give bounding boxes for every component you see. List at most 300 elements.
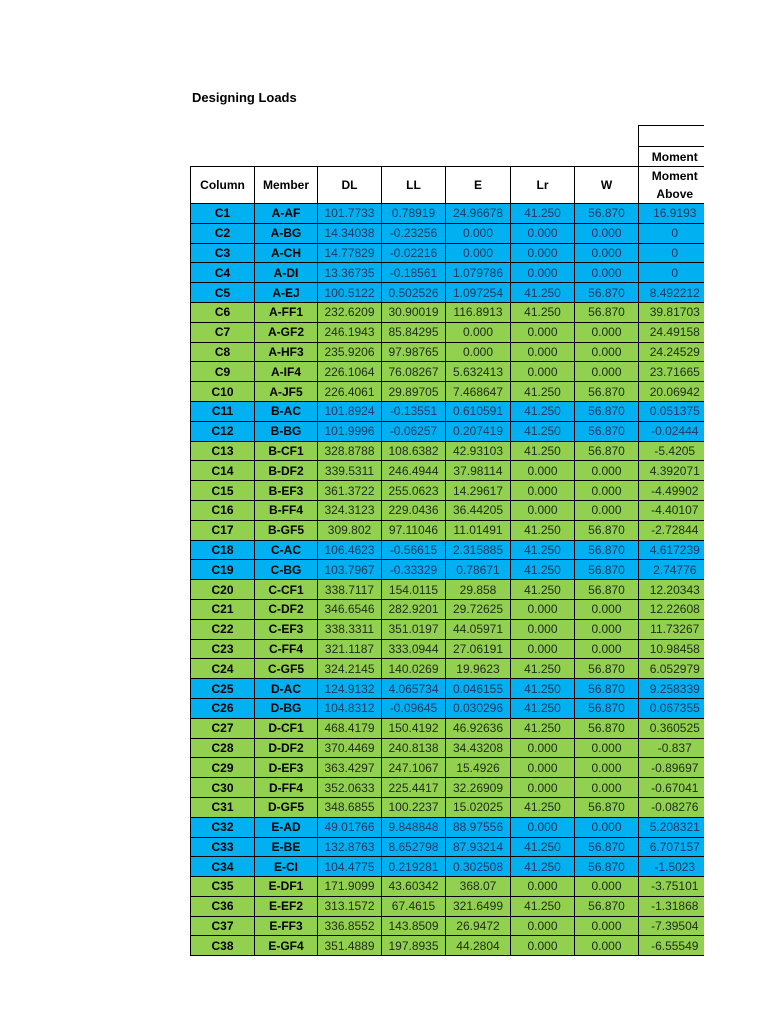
ll-cell: 282.9201 (382, 599, 446, 619)
column-id-cell: C20 (191, 580, 255, 600)
moment-above-cell: 4.617239 (639, 540, 704, 560)
e-cell: 26.9472 (446, 916, 511, 936)
w-cell: 56.870 (575, 698, 639, 718)
member-cell: E-AD (255, 817, 318, 837)
lr-cell: 41.250 (511, 659, 575, 679)
dl-cell: 309.802 (318, 520, 382, 540)
e-cell: 32.26909 (446, 778, 511, 798)
w-cell: 0.000 (575, 877, 639, 897)
dl-cell: 336.8552 (318, 916, 382, 936)
dl-cell: 352.0633 (318, 778, 382, 798)
moment-above-cell: 11.73267 (639, 619, 704, 639)
table-row (191, 382, 705, 402)
member-cell: A-EJ (255, 283, 318, 303)
header-ll: LL (382, 167, 446, 204)
member-cell: E-BE (255, 837, 318, 857)
ll-cell: -0.13551 (382, 401, 446, 421)
moment-above-cell: -0.837 (639, 738, 704, 758)
w-cell: 0.000 (575, 936, 639, 956)
lr-cell: 41.250 (511, 896, 575, 916)
ll-cell: 30.90019 (382, 302, 446, 322)
e-cell: 24.96678 (446, 204, 511, 224)
lr-cell: 41.250 (511, 540, 575, 560)
member-cell: D-FF4 (255, 778, 318, 798)
e-cell: 2.315885 (446, 540, 511, 560)
dl-cell: 321.1187 (318, 639, 382, 659)
w-cell: 0.000 (575, 639, 639, 659)
w-cell: 56.870 (575, 283, 639, 303)
loads-table (190, 125, 704, 956)
member-cell: B-EF3 (255, 481, 318, 501)
table-row (191, 560, 705, 580)
moment-above-cell: 23.71665 (639, 362, 704, 382)
moment-above-cell: 12.22608 (639, 599, 704, 619)
w-cell: 0.000 (575, 322, 639, 342)
table-row (191, 778, 705, 798)
w-cell: 0.000 (575, 758, 639, 778)
member-cell: C-AC (255, 540, 318, 560)
w-cell: 56.870 (575, 797, 639, 817)
dl-cell: 124.9132 (318, 679, 382, 699)
column-id-cell: C36 (191, 896, 255, 916)
member-cell: A-JF5 (255, 382, 318, 402)
e-cell: 27.06191 (446, 639, 511, 659)
moment-above-cell: 0.360525 (639, 718, 704, 738)
column-id-cell: C21 (191, 599, 255, 619)
e-cell: 46.92636 (446, 718, 511, 738)
column-id-cell: C34 (191, 857, 255, 877)
member-cell: A-HF3 (255, 342, 318, 362)
ll-cell: 197.8935 (382, 936, 446, 956)
w-cell: 0.000 (575, 243, 639, 263)
moment-above-cell: -4.49902 (639, 481, 704, 501)
ll-cell: 229.0436 (382, 500, 446, 520)
column-id-cell: C30 (191, 778, 255, 798)
lr-cell: 0.000 (511, 639, 575, 659)
column-id-cell: C18 (191, 540, 255, 560)
moment-above-cell: 16.9193 (639, 204, 704, 224)
lr-cell: 0.000 (511, 778, 575, 798)
moment-above-cell: 24.49158 (639, 322, 704, 342)
moment-above-cell: 24.24529 (639, 342, 704, 362)
column-id-cell: C33 (191, 837, 255, 857)
ll-cell: 67.4615 (382, 896, 446, 916)
column-id-cell: C1 (191, 204, 255, 224)
w-cell: 56.870 (575, 837, 639, 857)
table-row (191, 896, 705, 916)
ll-cell: -0.18561 (382, 263, 446, 283)
member-cell: B-GF5 (255, 520, 318, 540)
moment-above-cell: -2.72844 (639, 520, 704, 540)
lr-cell: 0.000 (511, 500, 575, 520)
moment-above-cell: 0.067355 (639, 698, 704, 718)
w-cell: 56.870 (575, 382, 639, 402)
e-cell: 321.6499 (446, 896, 511, 916)
table-row (191, 401, 705, 421)
member-cell: B-FF4 (255, 500, 318, 520)
e-cell: 44.2804 (446, 936, 511, 956)
ll-cell: 143.8509 (382, 916, 446, 936)
table-row (191, 738, 705, 758)
member-cell: C-BG (255, 560, 318, 580)
column-id-cell: C37 (191, 916, 255, 936)
column-id-cell: C7 (191, 322, 255, 342)
dl-cell: 14.77829 (318, 243, 382, 263)
column-id-cell: C15 (191, 481, 255, 501)
e-cell: 1.097254 (446, 283, 511, 303)
e-cell: 5.632413 (446, 362, 511, 382)
column-id-cell: C35 (191, 877, 255, 897)
w-cell: 56.870 (575, 679, 639, 699)
table-row (191, 441, 705, 461)
dl-cell: 363.4297 (318, 758, 382, 778)
lr-cell: 0.000 (511, 243, 575, 263)
dl-cell: 100.5122 (318, 283, 382, 303)
moment-above-cell: -0.02444 (639, 421, 704, 441)
table-row (191, 936, 705, 956)
table-row (191, 817, 705, 837)
ll-cell: -0.56615 (382, 540, 446, 560)
e-cell: 0.78671 (446, 560, 511, 580)
moment-above-cell: -0.67041 (639, 778, 704, 798)
ll-cell: 9.848848 (382, 817, 446, 837)
dl-cell: 103.7967 (318, 560, 382, 580)
e-cell: 0.610591 (446, 401, 511, 421)
column-id-cell: C22 (191, 619, 255, 639)
w-cell: 0.000 (575, 461, 639, 481)
lr-cell: 0.000 (511, 619, 575, 639)
lr-cell: 0.000 (511, 342, 575, 362)
moment-group-header: Moment (639, 147, 704, 167)
ll-cell: 225.4417 (382, 778, 446, 798)
dl-cell: 226.4061 (318, 382, 382, 402)
column-id-cell: C4 (191, 263, 255, 283)
dl-cell: 132.8763 (318, 837, 382, 857)
moment-above-cell: 0.051375 (639, 401, 704, 421)
dl-cell: 468.4179 (318, 718, 382, 738)
dl-cell: 171.9099 (318, 877, 382, 897)
table-row (191, 500, 705, 520)
lr-cell: 0.000 (511, 322, 575, 342)
member-cell: C-CF1 (255, 580, 318, 600)
table-row (191, 322, 705, 342)
member-cell: E-GF4 (255, 936, 318, 956)
member-cell: E-EF2 (255, 896, 318, 916)
member-cell: A-FF1 (255, 302, 318, 322)
e-cell: 42.93103 (446, 441, 511, 461)
moment-above-cell: -0.08276 (639, 797, 704, 817)
w-cell: 0.000 (575, 263, 639, 283)
dl-cell: 246.1943 (318, 322, 382, 342)
w-cell: 0.000 (575, 619, 639, 639)
member-cell: E-FF3 (255, 916, 318, 936)
w-cell: 0.000 (575, 342, 639, 362)
ll-cell: 247.1067 (382, 758, 446, 778)
e-cell: 19.9623 (446, 659, 511, 679)
moment-above-cell: 0 (639, 243, 704, 263)
table-row (191, 679, 705, 699)
dl-cell: 338.3311 (318, 619, 382, 639)
member-cell: A-DI (255, 263, 318, 283)
w-cell: 56.870 (575, 540, 639, 560)
ll-cell: -0.02216 (382, 243, 446, 263)
ll-cell: 351.0197 (382, 619, 446, 639)
lr-cell: 41.250 (511, 382, 575, 402)
w-cell: 0.000 (575, 916, 639, 936)
dl-cell: 370.4469 (318, 738, 382, 758)
table-row (191, 362, 705, 382)
moment-above-cell: 10.98458 (639, 639, 704, 659)
dl-cell: 346.6546 (318, 599, 382, 619)
e-cell: 116.8913 (446, 302, 511, 322)
table-row (191, 639, 705, 659)
lr-cell: 41.250 (511, 204, 575, 224)
member-cell: A-BG (255, 223, 318, 243)
ll-cell: 4.065734 (382, 679, 446, 699)
e-cell: 0.030296 (446, 698, 511, 718)
lr-cell: 0.000 (511, 481, 575, 501)
ll-cell: 85.84295 (382, 322, 446, 342)
table-row (191, 837, 705, 857)
ll-cell: 333.0944 (382, 639, 446, 659)
member-cell: E-CI (255, 857, 318, 877)
moment-above-cell: -0.89697 (639, 758, 704, 778)
table-row (191, 481, 705, 501)
w-cell: 0.000 (575, 500, 639, 520)
dl-cell: 14.34038 (318, 223, 382, 243)
table-row (191, 599, 705, 619)
lr-cell: 41.250 (511, 580, 575, 600)
lr-cell: 0.000 (511, 758, 575, 778)
table-row (191, 223, 705, 243)
member-cell: D-DF2 (255, 738, 318, 758)
dl-cell: 361.3722 (318, 481, 382, 501)
lr-cell: 0.000 (511, 362, 575, 382)
w-cell: 56.870 (575, 204, 639, 224)
moment-above-cell: -1.5023 (639, 857, 704, 877)
member-cell: B-DF2 (255, 461, 318, 481)
column-id-cell: C25 (191, 679, 255, 699)
header-empty-cell (639, 126, 704, 147)
member-cell: C-DF2 (255, 599, 318, 619)
w-cell: 56.870 (575, 401, 639, 421)
table-row (191, 520, 705, 540)
e-cell: 0.046155 (446, 679, 511, 699)
lr-cell: 41.250 (511, 302, 575, 322)
ll-cell: 97.11046 (382, 520, 446, 540)
lr-cell: 41.250 (511, 698, 575, 718)
e-cell: 87.93214 (446, 837, 511, 857)
dl-cell: 338.7117 (318, 580, 382, 600)
lr-cell: 41.250 (511, 679, 575, 699)
column-id-cell: C38 (191, 936, 255, 956)
ll-cell: 0.78919 (382, 204, 446, 224)
blank-cell (191, 126, 639, 147)
lr-cell: 41.250 (511, 520, 575, 540)
column-id-cell: C19 (191, 560, 255, 580)
member-cell: B-CF1 (255, 441, 318, 461)
table-row (191, 302, 705, 322)
w-cell: 56.870 (575, 580, 639, 600)
column-id-cell: C31 (191, 797, 255, 817)
table-row (191, 283, 705, 303)
w-cell: 0.000 (575, 738, 639, 758)
column-id-cell: C28 (191, 738, 255, 758)
e-cell: 88.97556 (446, 817, 511, 837)
header-w: W (575, 167, 639, 204)
w-cell: 0.000 (575, 223, 639, 243)
column-id-cell: C32 (191, 817, 255, 837)
lr-cell: 41.250 (511, 837, 575, 857)
member-cell: D-CF1 (255, 718, 318, 738)
member-cell: D-BG (255, 698, 318, 718)
w-cell: 56.870 (575, 857, 639, 877)
e-cell: 29.72625 (446, 599, 511, 619)
dl-cell: 351.4889 (318, 936, 382, 956)
moment-above-cell: 6.707157 (639, 837, 704, 857)
ll-cell: 76.08267 (382, 362, 446, 382)
moment-above-cell: 8.492212 (639, 283, 704, 303)
column-id-cell: C11 (191, 401, 255, 421)
lr-cell: 41.250 (511, 283, 575, 303)
lr-cell: 0.000 (511, 738, 575, 758)
moment-above-cell: 0 (639, 223, 704, 243)
ll-cell: -0.33329 (382, 560, 446, 580)
member-cell: A-CH (255, 243, 318, 263)
column-id-cell: C17 (191, 520, 255, 540)
header-column: Column (191, 167, 255, 204)
e-cell: 368.07 (446, 877, 511, 897)
w-cell: 0.000 (575, 599, 639, 619)
loads-table-container (190, 125, 704, 956)
e-cell: 34.43208 (446, 738, 511, 758)
lr-cell: 0.000 (511, 817, 575, 837)
e-cell: 0.207419 (446, 421, 511, 441)
ll-cell: 255.0623 (382, 481, 446, 501)
lr-cell: 41.250 (511, 401, 575, 421)
ll-cell: 0.219281 (382, 857, 446, 877)
lr-cell: 0.000 (511, 936, 575, 956)
ll-cell: -0.09645 (382, 698, 446, 718)
dl-cell: 226.1064 (318, 362, 382, 382)
column-id-cell: C10 (191, 382, 255, 402)
table-row (191, 916, 705, 936)
column-id-cell: C3 (191, 243, 255, 263)
table-row (191, 619, 705, 639)
w-cell: 0.000 (575, 481, 639, 501)
w-cell: 56.870 (575, 302, 639, 322)
dl-cell: 232.6209 (318, 302, 382, 322)
moment-above-cell: -7.39504 (639, 916, 704, 936)
column-id-cell: C14 (191, 461, 255, 481)
lr-cell: 41.250 (511, 441, 575, 461)
e-cell: 15.4926 (446, 758, 511, 778)
member-cell: C-FF4 (255, 639, 318, 659)
ll-cell: 140.0269 (382, 659, 446, 679)
header-dl: DL (318, 167, 382, 204)
table-row (191, 877, 705, 897)
header-moment-above (639, 167, 704, 204)
e-cell: 15.02025 (446, 797, 511, 817)
ll-cell: 8.652798 (382, 837, 446, 857)
dl-cell: 313.1572 (318, 896, 382, 916)
lr-cell: 0.000 (511, 461, 575, 481)
lr-cell: 41.250 (511, 560, 575, 580)
lr-cell: 41.250 (511, 718, 575, 738)
member-cell: C-GF5 (255, 659, 318, 679)
table-row (191, 580, 705, 600)
moment-above-cell: -5.4205 (639, 441, 704, 461)
column-id-cell: C26 (191, 698, 255, 718)
e-cell: 0.000 (446, 322, 511, 342)
w-cell: 56.870 (575, 659, 639, 679)
ll-cell: 246.4944 (382, 461, 446, 481)
e-cell: 11.01491 (446, 520, 511, 540)
moment-above-cell: -3.75101 (639, 877, 704, 897)
member-cell: A-IF4 (255, 362, 318, 382)
header-lr: Lr (511, 167, 575, 204)
member-cell: D-EF3 (255, 758, 318, 778)
column-id-cell: C12 (191, 421, 255, 441)
moment-above-cell: 0 (639, 263, 704, 283)
e-cell: 0.000 (446, 243, 511, 263)
table-row (191, 540, 705, 560)
table-row (191, 797, 705, 817)
w-cell: 0.000 (575, 817, 639, 837)
column-id-cell: C2 (191, 223, 255, 243)
ll-cell: 0.502526 (382, 283, 446, 303)
member-cell: D-AC (255, 679, 318, 699)
table-row (191, 421, 705, 441)
ll-cell: 154.0115 (382, 580, 446, 600)
header-e: E (446, 167, 511, 204)
e-cell: 14.29617 (446, 481, 511, 501)
blank-cell (191, 147, 639, 167)
column-id-cell: C13 (191, 441, 255, 461)
table-row (191, 243, 705, 263)
member-cell: B-AC (255, 401, 318, 421)
dl-cell: 101.9996 (318, 421, 382, 441)
lr-cell: 0.000 (511, 916, 575, 936)
table-row (191, 263, 705, 283)
dl-cell: 49.01766 (318, 817, 382, 837)
dl-cell: 101.7733 (318, 204, 382, 224)
lr-cell: 41.250 (511, 421, 575, 441)
moment-above-cell: 6.052979 (639, 659, 704, 679)
dl-cell: 324.2145 (318, 659, 382, 679)
ll-cell: 43.60342 (382, 877, 446, 897)
member-cell: A-AF (255, 204, 318, 224)
e-cell: 29.858 (446, 580, 511, 600)
column-id-cell: C23 (191, 639, 255, 659)
page-title: Designing Loads (192, 90, 297, 105)
e-cell: 44.05971 (446, 619, 511, 639)
column-id-cell: C16 (191, 500, 255, 520)
column-id-cell: C5 (191, 283, 255, 303)
header-member: Member (255, 167, 318, 204)
dl-cell: 328.8788 (318, 441, 382, 461)
w-cell: 0.000 (575, 778, 639, 798)
column-header-row (191, 167, 705, 204)
dl-cell: 101.8924 (318, 401, 382, 421)
moment-above-cell: -6.55549 (639, 936, 704, 956)
e-cell: 1.079786 (446, 263, 511, 283)
dl-cell: 235.9206 (318, 342, 382, 362)
dl-cell: 104.8312 (318, 698, 382, 718)
table-row (191, 204, 705, 224)
ll-cell: 150.4192 (382, 718, 446, 738)
moment-above-cell: -4.40107 (639, 500, 704, 520)
